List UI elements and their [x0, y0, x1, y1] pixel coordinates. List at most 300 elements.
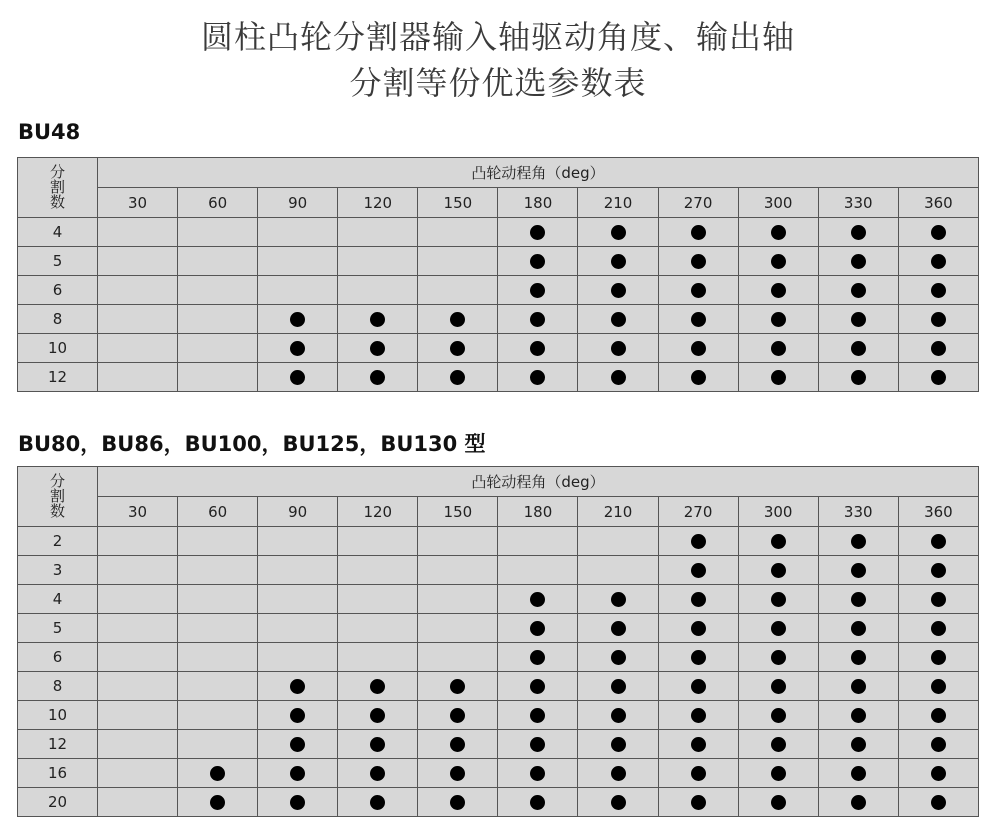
recommended-cell [898, 614, 978, 643]
recommended-cell [818, 527, 898, 556]
angle-header-210: 210 [578, 497, 658, 527]
divisions-header-char: 数 [49, 193, 65, 211]
recommended-cell [738, 672, 818, 701]
recommended-cell [498, 218, 578, 247]
recommended-dot-icon [931, 708, 946, 723]
table-row [18, 643, 979, 672]
divisions-header [18, 158, 98, 218]
empty-cell [338, 614, 418, 643]
angle-header-120: 120 [338, 188, 418, 218]
empty-cell [178, 247, 258, 276]
recommended-dot-icon [771, 283, 786, 298]
divisions-cell: 5 [18, 614, 98, 643]
recommended-cell [578, 363, 658, 392]
recommended-dot-icon [290, 370, 305, 385]
recommended-dot-icon [851, 225, 866, 240]
empty-cell [498, 527, 578, 556]
recommended-cell [578, 730, 658, 759]
recommended-cell [658, 643, 738, 672]
divisions-cell: 20 [18, 788, 98, 817]
recommended-cell [578, 305, 658, 334]
recommended-cell [578, 585, 658, 614]
recommended-cell [818, 614, 898, 643]
empty-cell [498, 556, 578, 585]
recommended-cell [498, 672, 578, 701]
empty-cell [338, 585, 418, 614]
recommended-dot-icon [611, 621, 626, 636]
empty-cell [338, 247, 418, 276]
recommended-dot-icon [370, 766, 385, 781]
recommended-cell [818, 788, 898, 817]
table-row [18, 334, 979, 363]
recommended-cell [898, 334, 978, 363]
empty-cell [258, 614, 338, 643]
empty-cell [578, 527, 658, 556]
angle-header-150: 150 [418, 497, 498, 527]
recommended-dot-icon [931, 225, 946, 240]
recommended-dot-icon [771, 341, 786, 356]
title-line-1: 圆柱凸轮分割器输入轴驱动角度、输出轴 [200, 18, 795, 56]
recommended-cell [578, 759, 658, 788]
recommended-dot-icon [370, 370, 385, 385]
angle-header-180: 180 [498, 188, 578, 218]
empty-cell [178, 643, 258, 672]
recommended-cell [738, 701, 818, 730]
recommended-dot-icon [450, 795, 465, 810]
recommended-cell [498, 730, 578, 759]
recommended-cell [338, 305, 418, 334]
recommended-dot-icon [290, 795, 305, 810]
empty-cell [418, 556, 498, 585]
angle-header-60: 60 [178, 188, 258, 218]
recommended-dot-icon [290, 766, 305, 781]
recommended-cell [578, 334, 658, 363]
recommended-cell [418, 701, 498, 730]
recommended-dot-icon [611, 312, 626, 327]
recommended-dot-icon [931, 650, 946, 665]
recommended-dot-icon [691, 708, 706, 723]
recommended-dot-icon [290, 737, 305, 752]
empty-cell [178, 672, 258, 701]
recommended-dot-icon [370, 737, 385, 752]
recommended-dot-icon [691, 737, 706, 752]
divisions-header-char: 分 [49, 472, 65, 490]
recommended-dot-icon [691, 650, 706, 665]
recommended-dot-icon [691, 283, 706, 298]
empty-cell [578, 556, 658, 585]
recommended-cell [898, 585, 978, 614]
recommended-dot-icon [691, 766, 706, 781]
recommended-cell [818, 759, 898, 788]
recommended-dot-icon [530, 650, 545, 665]
recommended-cell [898, 759, 978, 788]
recommended-cell [338, 363, 418, 392]
recommended-cell [898, 305, 978, 334]
recommended-cell [338, 672, 418, 701]
recommended-dot-icon [931, 621, 946, 636]
recommended-cell [658, 672, 738, 701]
divisions-cell: 8 [18, 305, 98, 334]
recommended-cell [498, 614, 578, 643]
recommended-dot-icon [611, 370, 626, 385]
cam-angle-group-header: 凸轮动程角（deg） [98, 158, 979, 188]
recommended-dot-icon [931, 766, 946, 781]
recommended-dot-icon [851, 592, 866, 607]
recommended-cell [658, 585, 738, 614]
recommended-cell [498, 363, 578, 392]
recommended-dot-icon [530, 341, 545, 356]
table-row [18, 759, 979, 788]
recommended-cell [258, 701, 338, 730]
empty-cell [98, 788, 178, 817]
recommended-dot-icon [691, 592, 706, 607]
recommended-cell [578, 614, 658, 643]
recommended-dot-icon [851, 766, 866, 781]
recommended-dot-icon [771, 679, 786, 694]
empty-cell [98, 334, 178, 363]
empty-cell [258, 276, 338, 305]
angle-header-90: 90 [258, 497, 338, 527]
recommended-dot-icon [931, 563, 946, 578]
recommended-dot-icon [851, 370, 866, 385]
recommended-dot-icon [530, 708, 545, 723]
recommended-dot-icon [851, 254, 866, 269]
divisions-cell: 6 [18, 643, 98, 672]
table-row [18, 701, 979, 730]
recommended-dot-icon [611, 650, 626, 665]
empty-cell [98, 643, 178, 672]
divisions-cell: 4 [18, 218, 98, 247]
section-title-bu48: BU48 [18, 120, 81, 144]
recommended-dot-icon [851, 708, 866, 723]
recommended-cell [658, 334, 738, 363]
recommended-dot-icon [851, 312, 866, 327]
recommended-cell [738, 363, 818, 392]
empty-cell [178, 527, 258, 556]
recommended-cell [818, 334, 898, 363]
empty-cell [98, 701, 178, 730]
params-table-bu48 [17, 157, 979, 392]
empty-cell [98, 556, 178, 585]
recommended-dot-icon [771, 795, 786, 810]
table-row [18, 305, 979, 334]
empty-cell [418, 247, 498, 276]
recommended-cell [418, 759, 498, 788]
recommended-cell [658, 527, 738, 556]
recommended-cell [658, 305, 738, 334]
empty-cell [258, 585, 338, 614]
recommended-cell [658, 614, 738, 643]
empty-cell [338, 556, 418, 585]
empty-cell [418, 614, 498, 643]
recommended-cell [658, 276, 738, 305]
divisions-cell: 6 [18, 276, 98, 305]
recommended-cell [738, 556, 818, 585]
empty-cell [98, 759, 178, 788]
recommended-dot-icon [851, 621, 866, 636]
recommended-dot-icon [931, 283, 946, 298]
recommended-dot-icon [450, 679, 465, 694]
table-row [18, 247, 979, 276]
recommended-dot-icon [771, 563, 786, 578]
recommended-dot-icon [210, 766, 225, 781]
divisions-cell: 10 [18, 701, 98, 730]
recommended-dot-icon [611, 708, 626, 723]
recommended-cell [898, 643, 978, 672]
table-row [18, 276, 979, 305]
recommended-cell [258, 759, 338, 788]
recommended-cell [658, 788, 738, 817]
recommended-cell [738, 276, 818, 305]
recommended-cell [498, 585, 578, 614]
recommended-cell [498, 334, 578, 363]
empty-cell [418, 527, 498, 556]
empty-cell [338, 276, 418, 305]
recommended-cell [258, 672, 338, 701]
angle-header-330: 330 [818, 188, 898, 218]
recommended-dot-icon [691, 621, 706, 636]
recommended-cell [818, 701, 898, 730]
empty-cell [178, 556, 258, 585]
recommended-cell [738, 614, 818, 643]
recommended-cell [418, 305, 498, 334]
recommended-cell [738, 788, 818, 817]
empty-cell [418, 643, 498, 672]
angle-header-360: 360 [898, 497, 978, 527]
recommended-dot-icon [851, 563, 866, 578]
recommended-cell [818, 276, 898, 305]
table-row [18, 585, 979, 614]
recommended-dot-icon [530, 592, 545, 607]
recommended-cell [898, 276, 978, 305]
recommended-dot-icon [851, 795, 866, 810]
empty-cell [98, 730, 178, 759]
recommended-dot-icon [771, 225, 786, 240]
recommended-cell [578, 643, 658, 672]
recommended-dot-icon [691, 534, 706, 549]
recommended-cell [738, 247, 818, 276]
empty-cell [178, 334, 258, 363]
recommended-cell [898, 218, 978, 247]
divisions-header-char: 割 [49, 178, 65, 196]
table-row [18, 218, 979, 247]
recommended-cell [818, 556, 898, 585]
params-table-bu80-series [17, 466, 979, 817]
recommended-dot-icon [611, 795, 626, 810]
recommended-dot-icon [771, 534, 786, 549]
recommended-cell [338, 701, 418, 730]
recommended-dot-icon [611, 225, 626, 240]
recommended-dot-icon [611, 254, 626, 269]
recommended-dot-icon [611, 341, 626, 356]
recommended-cell [418, 363, 498, 392]
recommended-cell [418, 730, 498, 759]
recommended-dot-icon [450, 766, 465, 781]
recommended-cell [658, 730, 738, 759]
recommended-cell [818, 643, 898, 672]
angle-header-120: 120 [338, 497, 418, 527]
table-row [18, 556, 979, 585]
empty-cell [418, 276, 498, 305]
recommended-cell [498, 305, 578, 334]
recommended-dot-icon [530, 370, 545, 385]
recommended-dot-icon [290, 679, 305, 694]
recommended-dot-icon [450, 312, 465, 327]
table-row [18, 730, 979, 759]
recommended-dot-icon [370, 679, 385, 694]
recommended-dot-icon [530, 283, 545, 298]
divisions-cell: 2 [18, 527, 98, 556]
empty-cell [178, 276, 258, 305]
angle-header-300: 300 [738, 188, 818, 218]
divisions-cell: 10 [18, 334, 98, 363]
empty-cell [98, 614, 178, 643]
recommended-cell [898, 527, 978, 556]
recommended-dot-icon [691, 795, 706, 810]
recommended-dot-icon [691, 563, 706, 578]
recommended-cell [898, 247, 978, 276]
empty-cell [258, 556, 338, 585]
recommended-cell [818, 363, 898, 392]
empty-cell [98, 585, 178, 614]
recommended-cell [258, 788, 338, 817]
recommended-dot-icon [210, 795, 225, 810]
recommended-cell [338, 788, 418, 817]
empty-cell [338, 218, 418, 247]
recommended-dot-icon [851, 679, 866, 694]
recommended-dot-icon [530, 225, 545, 240]
recommended-cell [178, 759, 258, 788]
recommended-dot-icon [851, 534, 866, 549]
recommended-dot-icon [530, 679, 545, 694]
recommended-cell [258, 730, 338, 759]
recommended-dot-icon [771, 312, 786, 327]
recommended-cell [498, 759, 578, 788]
empty-cell [178, 218, 258, 247]
title-line-2: 分割等份优选参数表 [349, 64, 647, 102]
recommended-cell [578, 701, 658, 730]
recommended-dot-icon [611, 592, 626, 607]
divisions-cell: 16 [18, 759, 98, 788]
recommended-cell [658, 556, 738, 585]
recommended-dot-icon [370, 795, 385, 810]
document-title [0, 14, 996, 106]
recommended-cell [818, 585, 898, 614]
divisions-cell: 8 [18, 672, 98, 701]
divisions-header-char: 分 [49, 163, 65, 181]
recommended-cell [898, 556, 978, 585]
empty-cell [178, 363, 258, 392]
recommended-dot-icon [931, 737, 946, 752]
recommended-dot-icon [931, 534, 946, 549]
recommended-dot-icon [931, 254, 946, 269]
recommended-cell [818, 247, 898, 276]
recommended-cell [658, 247, 738, 276]
table-row [18, 363, 979, 392]
recommended-dot-icon [691, 225, 706, 240]
recommended-cell [898, 363, 978, 392]
recommended-cell [898, 672, 978, 701]
divisions-header [18, 467, 98, 527]
recommended-cell [738, 527, 818, 556]
angle-header-270: 270 [658, 188, 738, 218]
recommended-cell [818, 218, 898, 247]
recommended-dot-icon [691, 312, 706, 327]
angle-header-150: 150 [418, 188, 498, 218]
recommended-dot-icon [931, 370, 946, 385]
empty-cell [178, 305, 258, 334]
recommended-cell [738, 305, 818, 334]
divisions-cell: 3 [18, 556, 98, 585]
empty-cell [258, 527, 338, 556]
recommended-cell [898, 730, 978, 759]
recommended-cell [658, 218, 738, 247]
recommended-dot-icon [611, 679, 626, 694]
recommended-cell [498, 247, 578, 276]
empty-cell [178, 701, 258, 730]
angle-header-180: 180 [498, 497, 578, 527]
recommended-dot-icon [290, 341, 305, 356]
divisions-cell: 5 [18, 247, 98, 276]
empty-cell [418, 585, 498, 614]
recommended-cell [658, 701, 738, 730]
recommended-cell [738, 759, 818, 788]
recommended-dot-icon [611, 283, 626, 298]
recommended-dot-icon [771, 766, 786, 781]
recommended-cell [578, 788, 658, 817]
recommended-dot-icon [611, 737, 626, 752]
recommended-dot-icon [771, 650, 786, 665]
recommended-dot-icon [530, 766, 545, 781]
recommended-dot-icon [370, 312, 385, 327]
recommended-dot-icon [450, 370, 465, 385]
angle-header-60: 60 [178, 497, 258, 527]
recommended-cell [338, 730, 418, 759]
recommended-cell [818, 672, 898, 701]
empty-cell [98, 305, 178, 334]
recommended-cell [578, 276, 658, 305]
recommended-dot-icon [771, 621, 786, 636]
divisions-cell: 12 [18, 730, 98, 759]
recommended-dot-icon [290, 708, 305, 723]
recommended-dot-icon [851, 283, 866, 298]
empty-cell [258, 643, 338, 672]
recommended-cell [658, 759, 738, 788]
recommended-dot-icon [530, 737, 545, 752]
recommended-cell [498, 701, 578, 730]
recommended-dot-icon [931, 679, 946, 694]
empty-cell [98, 276, 178, 305]
recommended-dot-icon [851, 341, 866, 356]
recommended-cell [418, 334, 498, 363]
empty-cell [98, 527, 178, 556]
recommended-dot-icon [370, 708, 385, 723]
empty-cell [258, 247, 338, 276]
recommended-cell [418, 672, 498, 701]
recommended-cell [738, 730, 818, 759]
divisions-header-char: 割 [49, 487, 65, 505]
recommended-cell [898, 788, 978, 817]
recommended-cell [818, 305, 898, 334]
recommended-dot-icon [691, 254, 706, 269]
recommended-dot-icon [450, 708, 465, 723]
recommended-cell [738, 334, 818, 363]
recommended-dot-icon [530, 312, 545, 327]
recommended-cell [738, 218, 818, 247]
empty-cell [418, 218, 498, 247]
recommended-dot-icon [771, 592, 786, 607]
recommended-dot-icon [931, 592, 946, 607]
